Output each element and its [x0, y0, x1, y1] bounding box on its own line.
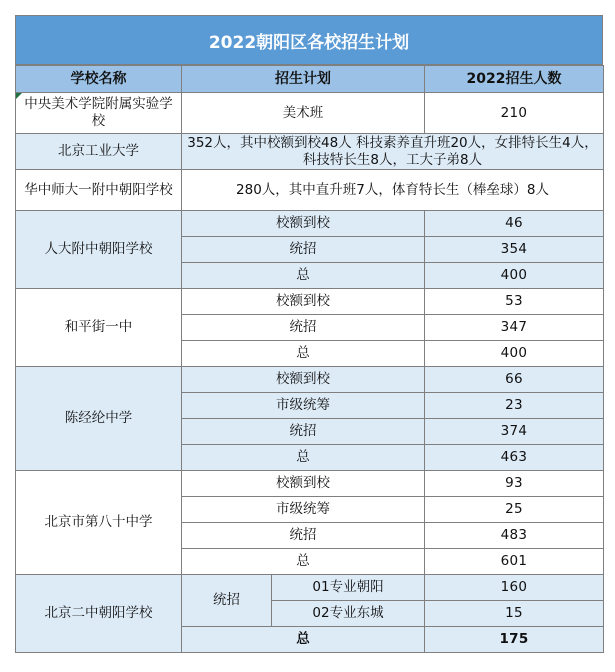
enrollment-table [15, 65, 604, 653]
total-plan-cell[interactable]: 总 [182, 627, 425, 653]
plan-cell[interactable]: 统招 [182, 419, 425, 445]
total-count-cell[interactable]: 175 [425, 627, 604, 653]
count-cell[interactable]: 374 [425, 419, 604, 445]
header-plan[interactable]: 招生计划 [182, 66, 425, 93]
count-cell[interactable]: 400 [425, 341, 604, 367]
count-cell[interactable]: 93 [425, 471, 604, 497]
count-cell[interactable]: 601 [425, 549, 604, 575]
school-cell[interactable]: 华中师大一附中朝阳学校 [16, 170, 182, 211]
spreadsheet [15, 15, 603, 653]
plan-cell[interactable]: 校额到校 [182, 289, 425, 315]
plan-cell[interactable]: 02专业东城 [272, 601, 425, 627]
header-row [16, 66, 604, 93]
cell-comment-marker [16, 93, 22, 99]
table-row [16, 575, 604, 601]
count-cell[interactable]: 66 [425, 367, 604, 393]
count-cell[interactable]: 53 [425, 289, 604, 315]
count-cell[interactable]: 210 [425, 93, 604, 134]
school-cell[interactable]: 北京二中朝阳学校 [16, 575, 182, 653]
table-row [16, 93, 604, 134]
header-count[interactable]: 2022招生人数 [425, 66, 604, 93]
table-row [16, 134, 604, 170]
count-cell[interactable]: 23 [425, 393, 604, 419]
count-cell[interactable]: 160 [425, 575, 604, 601]
count-cell[interactable]: 25 [425, 497, 604, 523]
count-cell[interactable]: 463 [425, 445, 604, 471]
plan-cell[interactable]: 统招 [182, 523, 425, 549]
school-cell[interactable]: 和平街一中 [16, 289, 182, 367]
school-cell[interactable]: 北京工业大学 [16, 134, 182, 170]
count-cell[interactable]: 15 [425, 601, 604, 627]
plan-cell[interactable]: 总 [182, 263, 425, 289]
count-cell[interactable]: 354 [425, 237, 604, 263]
school-cell[interactable]: 北京市第八十中学 [16, 471, 182, 575]
table-row [16, 211, 604, 237]
plan-cell[interactable]: 市级统筹 [182, 497, 425, 523]
school-cell[interactable]: 人大附中朝阳学校 [16, 211, 182, 289]
count-cell[interactable]: 483 [425, 523, 604, 549]
table-title[interactable] [15, 15, 603, 65]
count-cell[interactable]: 347 [425, 315, 604, 341]
plan-cell[interactable]: 352人，其中校额到校48人 科技素养直升班20人，女排特长生4人，科技特长生8人，工大子弟8人 [182, 134, 604, 170]
plan-cell[interactable]: 统招 [182, 315, 425, 341]
table-row [16, 367, 604, 393]
group-cell[interactable]: 统招 [182, 575, 272, 627]
plan-cell[interactable]: 总 [182, 341, 425, 367]
plan-cell[interactable]: 统招 [182, 237, 425, 263]
header-school[interactable]: 学校名称 [16, 66, 182, 93]
school-cell[interactable]: 陈经纶中学 [16, 367, 182, 471]
plan-cell[interactable]: 01专业朝阳 [272, 575, 425, 601]
count-cell[interactable]: 400 [425, 263, 604, 289]
table-row [16, 289, 604, 315]
count-cell[interactable]: 46 [425, 211, 604, 237]
plan-cell[interactable]: 总 [182, 445, 425, 471]
table-row [16, 170, 604, 211]
school-name: 中央美术学院附属实验学校 [24, 96, 173, 129]
plan-cell[interactable]: 市级统筹 [182, 393, 425, 419]
table-row [16, 471, 604, 497]
plan-cell[interactable]: 校额到校 [182, 367, 425, 393]
table-title-text: 2022朝阳区各校招生计划 [208, 32, 410, 53]
plan-cell[interactable]: 美术班 [182, 93, 425, 134]
plan-cell[interactable]: 280人，其中直升班7人，体育特长生（棒垒球）8人 [182, 170, 604, 211]
plan-cell[interactable]: 总 [182, 549, 425, 575]
plan-cell[interactable]: 校额到校 [182, 211, 425, 237]
plan-cell[interactable]: 校额到校 [182, 471, 425, 497]
school-cell[interactable] [16, 93, 182, 134]
